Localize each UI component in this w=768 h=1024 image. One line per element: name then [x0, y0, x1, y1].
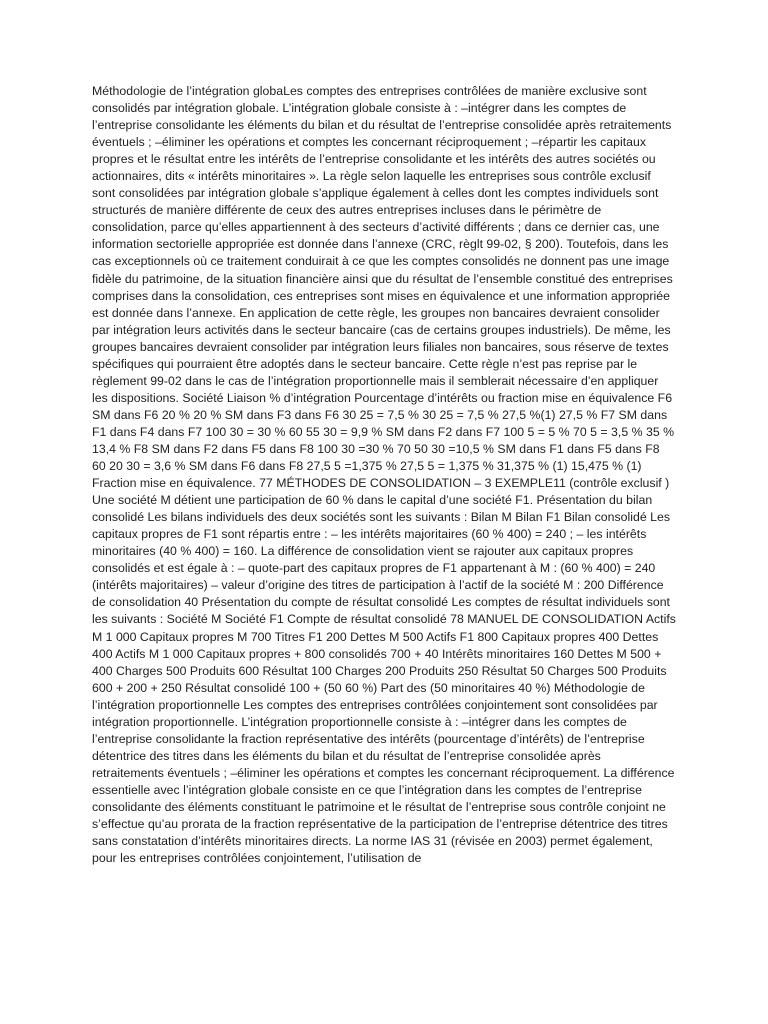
body-paragraph: Méthodologie de l’intégration globaLes comptes des entreprises contrôlées de manière exclusive sont consolidés par intégration globale. L’intégration globale consiste à : –intégrer dans les comptes de l’entreprise consolidante les éléments du bilan et du résultat de l’entreprise consolidée après retraitements éventuels ; –éliminer les opérations et comptes les concernant réciproquement ; –répartir les capitaux propres et le résultat entre les intérêts de l’entreprise consolidante et les intérêts des autres sociétés ou actionnaires, dits « intérêts minoritaires ». La règle selon laquelle les entreprises sous contrôle exclusif sont consolidées par intégration globale s’applique également à celles dont les comptes individuels sont structurés de manière différente de ceux des autres entreprises incluses dans le périmètre de consolidation, parce qu’elles appartiennent à des secteurs d’activité différents ; dans ce dernier cas, une information sectorielle appropriée est donnée dans l’annexe (CRC, règlt 99-02, § 200). Toutefois, dans les cas exceptionnels où ce traitement conduirait à ce que les comptes consolidés ne donnent pas une image fidèle du patrimoine, de la situation financière ainsi que du résultat de l’ensemble constitué des entreprises comprises dans la consolidation, ces entreprises sont mises en équivalence et une information appropriée est donnée dans l’annexe. En application de cette règle, les groupes non bancaires devraient consolider par intégration leurs activités dans le secteur bancaire (cas de certains groupes industriels). De même, les groupes bancaires devraient consolider par intégration leurs filiales non bancaires, sous réserve de textes spécifiques qui pourraient être adoptés dans le secteur bancaire. Cette règle n’est pas reprise par le règlement 99-02 dans le cas de l’intégration proportionnelle mais il semblerait nécessaire d’en appliquer les dispositions. Société Liaison % d’intégration Pourcentage d’intérêts ou fraction mise en équivalence F6 SM dans F6 20 % 20 % SM dans F3 dans F6 30 25 = 7,5 % 30 25 = 7,5 % 27,5 %(1) 27,5 % F7 SM dans F1 dans F4 dans F7 100 30 = 30 % 60 55 30 = 9,9 % SM dans F2 dans F7 100 5 = 5 % 70 5 = 3,5 % 35 % 13,4 % F8 SM dans F2 dans F5 dans F8 100 30 =30 % 70 50 30 =10,5 % SM dans F1 dans F5 dans F8 60 20 30 = 3,6 % SM dans F6 dans F8 27,5 5 =1,375 % 27,5 5 = 1,375 % 31,375 % (1) 15,475 % (1) Fraction mise en équivalence. 77 MÉTHODES DE CONSOLIDATION – 3 EXEMPLE11 (contrôle exclusif ) Une société M détient une participation de 60 % dans le capital d’une société F1. Présentation du bilan consolidé Les bilans individuels des deux sociétés sont les suivants : Bilan M Bilan F1 Bilan consolidé Les capitaux propres de F1 sont répartis entre : – les intérêts majoritaires (60 % 400) = 240 ; – les intérêts minoritaires (40 % 400) = 160. La différence de consolidation vient se rajouter aux capitaux propres consolidés et est égale à : – quote-part des capitaux propres de F1 appartenant à M : (60 % 400) = 240 (intérêts majoritaires) – valeur d’origine des titres de participation à l’actif de la société M : 200 Différence de consolidation 40 Présentation du compte de résultat consolidé Les comptes de résultat individuels sont les suivants : Société M Société F1 Compte de résultat consolidé 78 MANUEL DE CONSOLIDATION Actifs M 1 000 Capitaux propres M 700 Titres F1 200 Dettes M 500 Actifs F1 800 Capitaux propres 400 Dettes 400 Actifs M 1 000 Capitaux propres + 800 consolidés 700 + 40 Intérêts minoritaires 160 Dettes M 500 + 400 Charges 500 Produits 600 Résultat 100 Charges 200 Produits 250 Résultat 50 Charges 500 Produits 600 + 200 + 250 Résultat consolidé 100 + (50 60 %) Part des (50 minoritaires 40 %) Méthodologie de l’intégration proportionnelle Les comptes des entreprises contrôlées conjointement sont consolidées par intégration proportionnelle. L’intégration proportionnelle consiste à : –intégrer dans les comptes de l’entreprise consolidante la fraction représentative des intérêts (pourcentage d’intérêts) de l’entreprise détentrice des titres dans les éléments du bilan et du résultat de l’entreprise consolidée après retraitements éventuels ; –éliminer les opérations et comptes les concernant réciproquement. La différence essentielle avec l’intégration globale consiste en ce que l’intégration dans les comptes de l’entreprise consolidante des éléments constituant le patrimoine et le résultat de l’entreprise sous contrôle conjoint ne s’effectue qu’au prorata de la fraction représentative de la participation de l’entreprise détentrice des titres sans constatation d’intérêts minoritaires directs. La norme IAS 31 (révisée en 2003) permet également, pour les entreprises contrôlées conjointement, l’utilisation de	[92, 84, 676, 866]
